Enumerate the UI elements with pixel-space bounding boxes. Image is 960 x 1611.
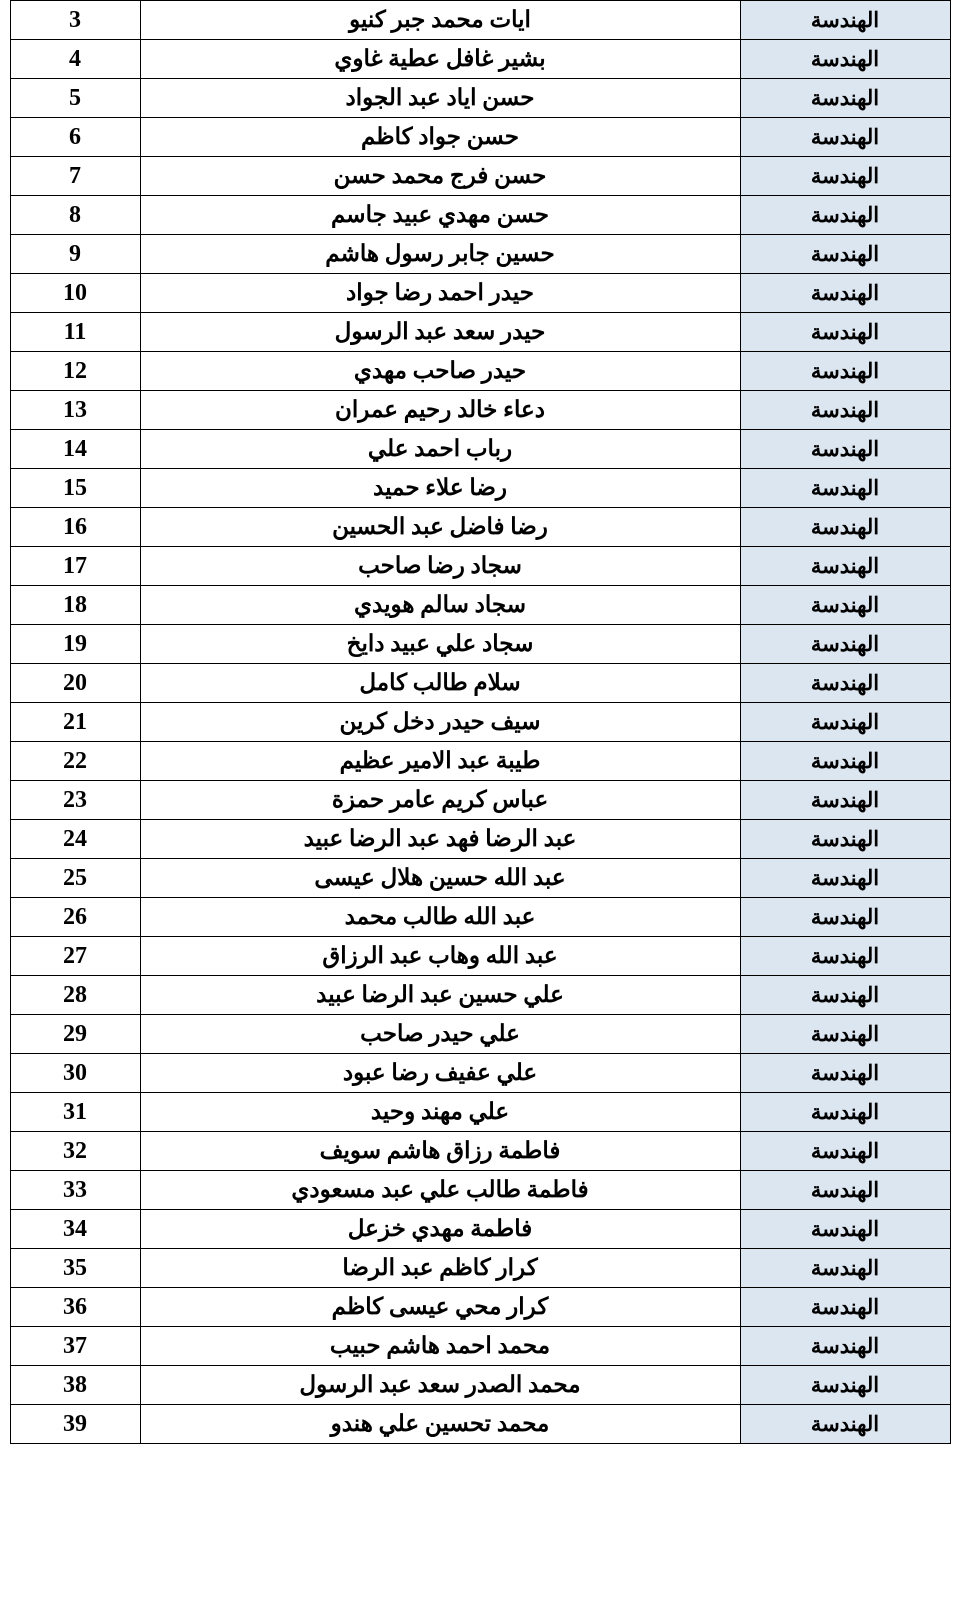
cell-department: الهندسة [740,157,950,196]
cell-student-name: فاطمة مهدي خزعل [140,1210,740,1249]
cell-student-name: حسن مهدي عبيد جاسم [140,196,740,235]
cell-student-name: عبد الله طالب محمد [140,898,740,937]
cell-department: الهندسة [740,1405,950,1444]
cell-index: 32 [10,1132,140,1171]
cell-index: 12 [10,352,140,391]
cell-department: الهندسة [740,40,950,79]
cell-department: الهندسة [740,313,950,352]
table-row [10,1327,950,1366]
cell-student-name: حيدر احمد رضا جواد [140,274,740,313]
table-row [10,1249,950,1288]
cell-index: 30 [10,1054,140,1093]
table-row [10,820,950,859]
cell-student-name: حسن اياد عبد الجواد [140,79,740,118]
cell-index: 13 [10,391,140,430]
cell-student-name: رضا علاء حميد [140,469,740,508]
cell-index: 34 [10,1210,140,1249]
cell-index: 28 [10,976,140,1015]
cell-index: 4 [10,40,140,79]
cell-student-name: علي حسين عبد الرضا عبيد [140,976,740,1015]
table-row [10,391,950,430]
cell-index: 22 [10,742,140,781]
cell-department: الهندسة [740,79,950,118]
cell-department: الهندسة [740,469,950,508]
table-row [10,1015,950,1054]
table-row [10,1288,950,1327]
table-row [10,742,950,781]
cell-index: 5 [10,79,140,118]
cell-department: الهندسة [740,1093,950,1132]
table-row [10,79,950,118]
cell-department: الهندسة [740,391,950,430]
cell-department: الهندسة [740,937,950,976]
cell-index: 21 [10,703,140,742]
cell-department: الهندسة [740,820,950,859]
cell-department: الهندسة [740,1171,950,1210]
cell-student-name: سيف حيدر دخل كرين [140,703,740,742]
table-row [10,1171,950,1210]
cell-index: 23 [10,781,140,820]
cell-department: الهندسة [740,859,950,898]
table-row [10,430,950,469]
cell-student-name: فاطمة رزاق هاشم سويف [140,1132,740,1171]
table-row [10,898,950,937]
roster-body [10,1,950,1444]
cell-index: 3 [10,1,140,40]
cell-index: 36 [10,1288,140,1327]
cell-student-name: طيبة عبد الامير عظيم [140,742,740,781]
cell-department: الهندسة [740,1054,950,1093]
table-row [10,274,950,313]
table-row [10,859,950,898]
table-row [10,1132,950,1171]
table-row [10,352,950,391]
cell-department: الهندسة [740,235,950,274]
cell-index: 18 [10,586,140,625]
cell-student-name: فاطمة طالب علي عبد مسعودي [140,1171,740,1210]
cell-student-name: محمد احمد هاشم حبيب [140,1327,740,1366]
cell-department: الهندسة [740,508,950,547]
cell-department: الهندسة [740,1366,950,1405]
cell-student-name: علي عفيف رضا عبود [140,1054,740,1093]
cell-student-name: سلام طالب كامل [140,664,740,703]
cell-student-name: حيدر سعد عبد الرسول [140,313,740,352]
cell-student-name: رباب احمد علي [140,430,740,469]
cell-department: الهندسة [740,898,950,937]
cell-department: الهندسة [740,352,950,391]
cell-index: 31 [10,1093,140,1132]
cell-index: 16 [10,508,140,547]
cell-index: 33 [10,1171,140,1210]
cell-index: 8 [10,196,140,235]
cell-index: 39 [10,1405,140,1444]
table-row [10,1366,950,1405]
table-row [10,40,950,79]
cell-student-name: عبد الرضا فهد عبد الرضا عبيد [140,820,740,859]
table-row [10,1405,950,1444]
cell-student-name: كرار محي عيسى كاظم [140,1288,740,1327]
cell-department: الهندسة [740,196,950,235]
cell-index: 15 [10,469,140,508]
cell-index: 25 [10,859,140,898]
table-row [10,976,950,1015]
cell-student-name: رضا فاضل عبد الحسين [140,508,740,547]
table-row [10,1054,950,1093]
cell-index: 17 [10,547,140,586]
cell-student-name: ايات محمد جبر كنيو [140,1,740,40]
cell-student-name: عبد الله وهاب عبد الرزاق [140,937,740,976]
cell-student-name: حسين جابر رسول هاشم [140,235,740,274]
cell-department: الهندسة [740,1015,950,1054]
cell-student-name: عبد الله حسين هلال عيسى [140,859,740,898]
cell-department: الهندسة [740,1132,950,1171]
cell-department: الهندسة [740,1,950,40]
cell-index: 9 [10,235,140,274]
cell-index: 37 [10,1327,140,1366]
cell-index: 10 [10,274,140,313]
cell-student-name: سجاد علي عبيد دايخ [140,625,740,664]
cell-department: الهندسة [740,976,950,1015]
table-row [10,1,950,40]
table-row [10,547,950,586]
table-row [10,1093,950,1132]
cell-student-name: عباس كريم عامر حمزة [140,781,740,820]
cell-department: الهندسة [740,625,950,664]
cell-index: 20 [10,664,140,703]
table-row [10,781,950,820]
cell-index: 19 [10,625,140,664]
table-row [10,1210,950,1249]
cell-student-name: محمد الصدر سعد عبد الرسول [140,1366,740,1405]
cell-index: 6 [10,118,140,157]
table-row [10,625,950,664]
cell-department: الهندسة [740,781,950,820]
cell-student-name: سجاد سالم هويدي [140,586,740,625]
cell-department: الهندسة [740,1210,950,1249]
table-row [10,157,950,196]
cell-index: 7 [10,157,140,196]
cell-student-name: محمد تحسين علي هندو [140,1405,740,1444]
cell-department: الهندسة [740,664,950,703]
cell-index: 26 [10,898,140,937]
cell-department: الهندسة [740,1288,950,1327]
cell-index: 24 [10,820,140,859]
cell-student-name: حسن جواد كاظم [140,118,740,157]
cell-student-name: حسن فرج محمد حسن [140,157,740,196]
cell-student-name: كرار كاظم عبد الرضا [140,1249,740,1288]
table-row [10,313,950,352]
cell-department: الهندسة [740,1327,950,1366]
cell-student-name: علي مهند وحيد [140,1093,740,1132]
cell-student-name: حيدر صاحب مهدي [140,352,740,391]
table-row [10,196,950,235]
cell-department: الهندسة [740,586,950,625]
cell-department: الهندسة [740,430,950,469]
cell-department: الهندسة [740,742,950,781]
table-row [10,235,950,274]
cell-department: الهندسة [740,118,950,157]
cell-student-name: علي حيدر صاحب [140,1015,740,1054]
cell-index: 11 [10,313,140,352]
cell-department: الهندسة [740,547,950,586]
table-row [10,586,950,625]
table-row [10,118,950,157]
cell-department: الهندسة [740,703,950,742]
cell-student-name: سجاد رضا صاحب [140,547,740,586]
table-row [10,937,950,976]
cell-index: 29 [10,1015,140,1054]
table-row [10,469,950,508]
table-row [10,508,950,547]
student-roster-table [10,0,951,1444]
cell-student-name: دعاء خالد رحيم عمران [140,391,740,430]
cell-student-name: بشير غافل عطية غاوي [140,40,740,79]
cell-department: الهندسة [740,274,950,313]
cell-index: 38 [10,1366,140,1405]
cell-department: الهندسة [740,1249,950,1288]
cell-index: 27 [10,937,140,976]
cell-index: 35 [10,1249,140,1288]
cell-index: 14 [10,430,140,469]
table-row [10,664,950,703]
table-row [10,703,950,742]
